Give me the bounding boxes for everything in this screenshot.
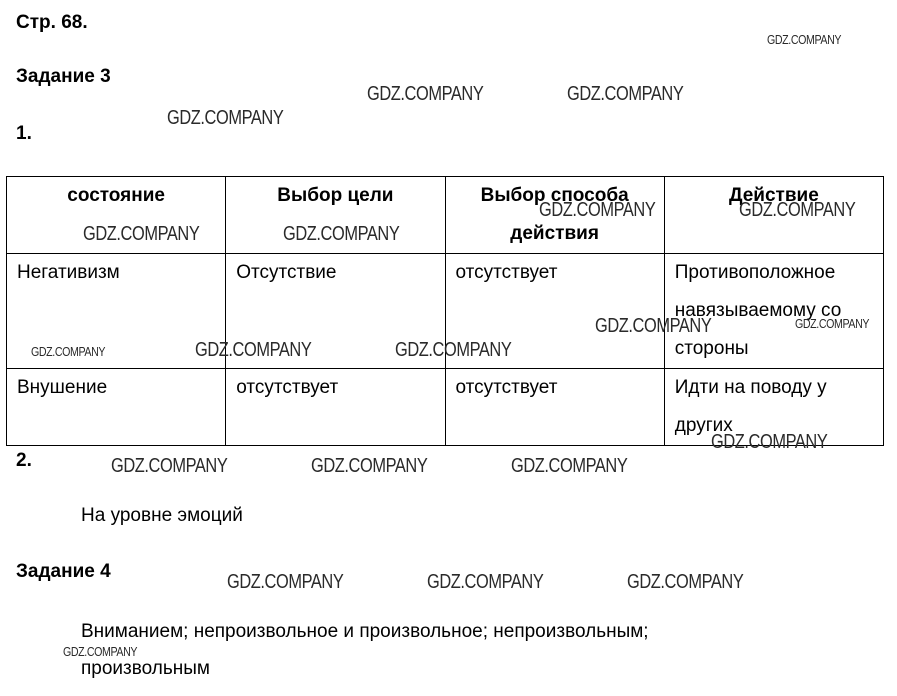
task4-title: Задание 4	[16, 561, 111, 582]
watermark: GDZ.COMPANY	[167, 107, 284, 129]
watermark: GDZ.COMPANY	[627, 571, 744, 593]
table-cell: отсутствует	[445, 369, 664, 446]
task3-item2-answer: На уровне эмоций	[81, 505, 243, 526]
watermark: GDZ.COMPANY	[111, 455, 228, 477]
table-cell: Отсутствие	[226, 254, 445, 369]
table-cell: Негативизм	[7, 254, 226, 369]
watermark: GDZ.COMPANY	[539, 199, 656, 221]
watermark: GDZ.COMPANY	[567, 83, 684, 105]
table-header-cell: Действие	[664, 177, 883, 254]
task3-title: Задание 3	[16, 66, 111, 87]
task4-answer: Вниманием; непроизвольное и произвольное; непроизвольным; произвольным	[81, 621, 649, 679]
watermark: GDZ.COMPANY	[767, 32, 842, 47]
table-cell: Противоположное навязываемому со стороны	[664, 254, 883, 369]
watermark: GDZ.COMPANY	[227, 571, 344, 593]
watermark: GDZ.COMPANY	[511, 455, 628, 477]
watermark: GDZ.COMPANY	[427, 571, 544, 593]
watermark: GDZ.COMPANY	[311, 455, 428, 477]
watermark: GDZ.COMPANY	[195, 339, 312, 361]
table-header-cell: Выбор цели	[226, 177, 445, 254]
watermark: GDZ.COMPANY	[711, 431, 828, 453]
task3-item1-number: 1.	[16, 123, 32, 144]
table-cell: Идти на поводу у других	[664, 369, 883, 446]
watermark: GDZ.COMPANY	[83, 223, 200, 245]
table-header-cell: Выбор способа действия	[445, 177, 664, 254]
watermark: GDZ.COMPANY	[63, 644, 138, 659]
watermark: GDZ.COMPANY	[795, 316, 870, 331]
task3-item2-number: 2.	[16, 450, 32, 471]
watermark: GDZ.COMPANY	[395, 339, 512, 361]
table-header-cell: состояние	[7, 177, 226, 254]
table-cell: Внушение	[7, 369, 226, 446]
table-cell: отсутствует	[226, 369, 445, 446]
watermark: GDZ.COMPANY	[595, 315, 712, 337]
watermark: GDZ.COMPANY	[31, 344, 106, 359]
page-header: Стр. 68.	[16, 12, 88, 33]
watermark: GDZ.COMPANY	[739, 199, 856, 221]
watermark: GDZ.COMPANY	[367, 83, 484, 105]
watermark: GDZ.COMPANY	[283, 223, 400, 245]
table-cell: отсутствует	[445, 254, 664, 369]
